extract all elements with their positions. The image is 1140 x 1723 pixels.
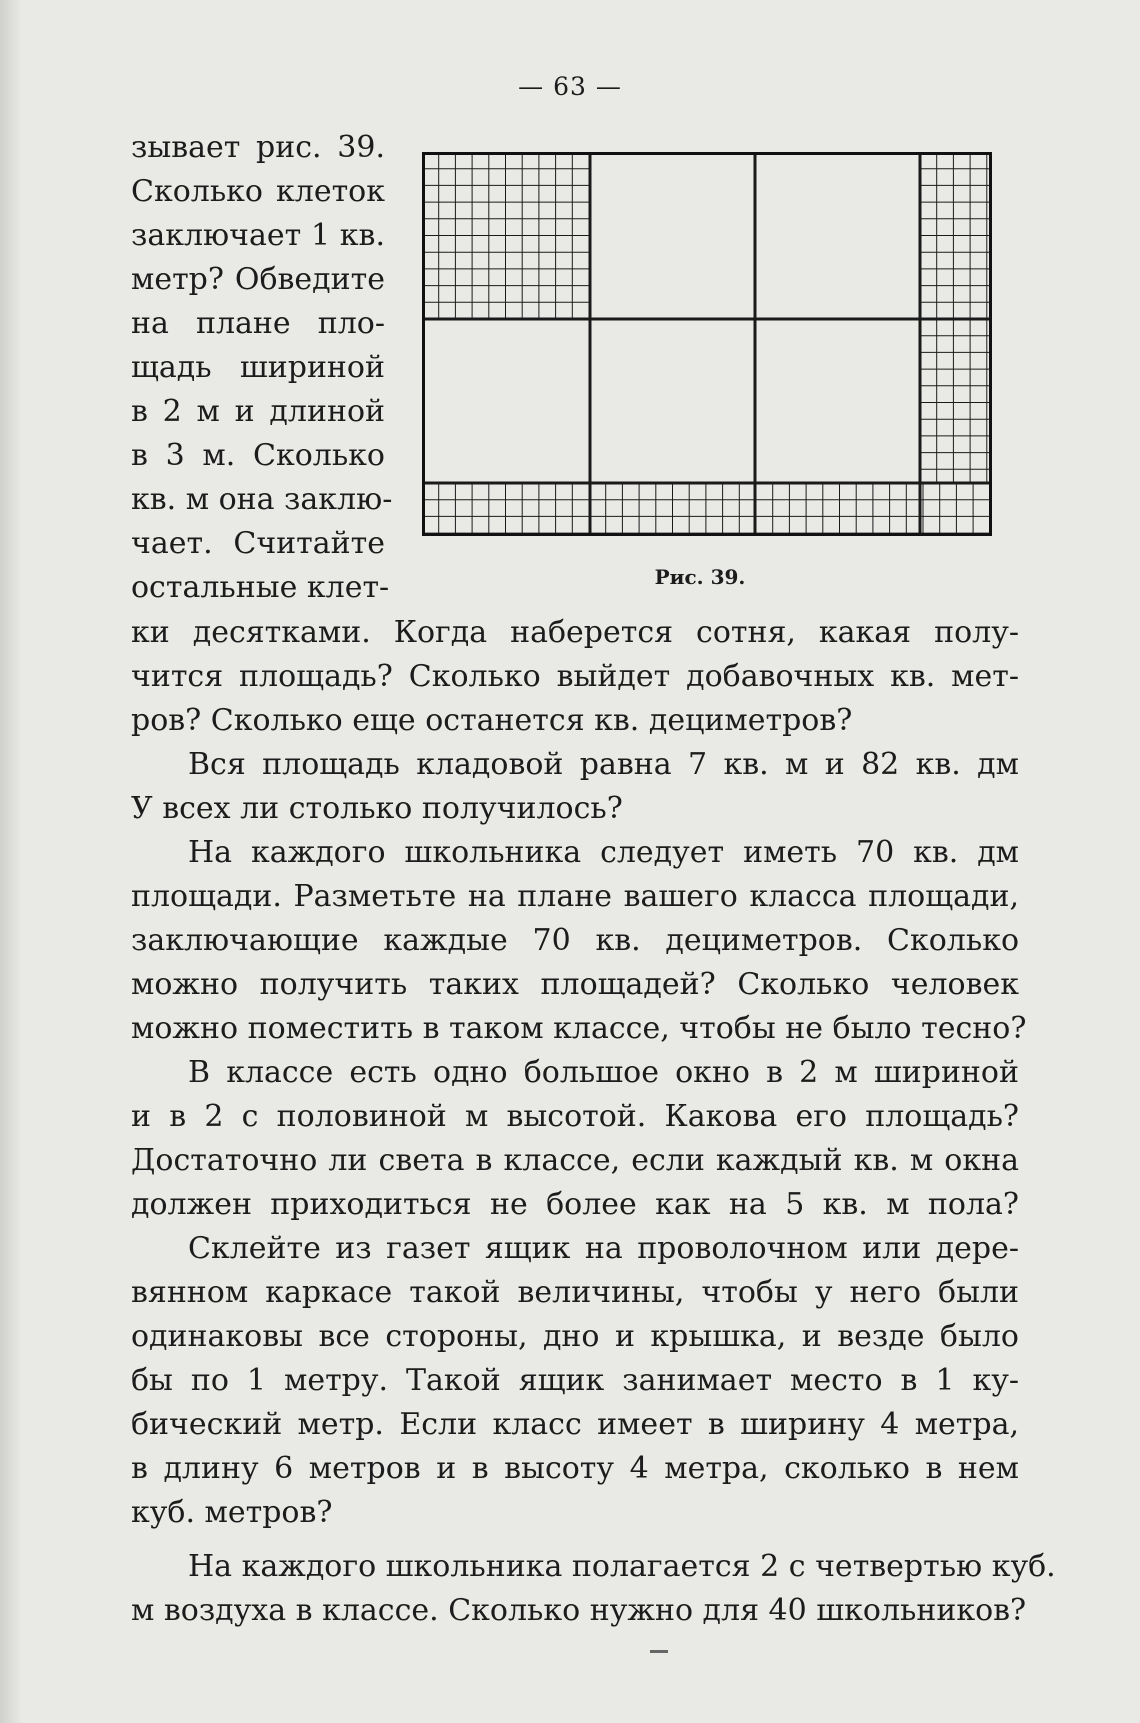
text-line: бический метр. Если класс имеет в ширину 4 метра, — [131, 1407, 1019, 1442]
page-edge — [0, 0, 22, 1723]
text-line: На каждого школьника полагается 2 с четвертью куб. — [188, 1549, 1056, 1584]
text-line: заключающие каждые 70 кв. дециметров. Сколько — [131, 923, 1019, 958]
text-line: метр? Обведите — [131, 262, 385, 297]
text-line: бы по 1 метру. Такой ящик занимает место в 1 ку- — [131, 1363, 1019, 1398]
text-line: м воздуха в классе. Сколько нужно для 40 школьников? — [131, 1593, 1027, 1628]
print-mark — [650, 1650, 668, 1653]
text-line: На каждого школьника следует иметь 70 кв. дм — [188, 835, 1019, 870]
text-line: в длину 6 метров и в высоту 4 метра, сколько в нем — [131, 1451, 1019, 1486]
text-line: заключает 1 кв. — [131, 218, 385, 253]
figure-caption: Рис. 39. — [654, 565, 746, 589]
text-line: кв. м она заклю- — [131, 482, 393, 517]
text-line: можно поместить в таком классе, чтобы не было тесно? — [131, 1011, 1027, 1046]
text-line: площади. Разметьте на плане вашего класса площади, — [131, 879, 1019, 914]
text-line: должен приходиться не более как на 5 кв. м пола? — [131, 1187, 1019, 1222]
text-line: и в 2 с половиной м высотой. Какова его площадь? — [131, 1099, 1019, 1134]
text-line: куб. метров? — [131, 1495, 333, 1530]
text-line: остальные клет- — [131, 570, 390, 605]
page-number: — 63 — — [518, 72, 622, 101]
text-line: вянном каркасе такой величины, чтобы у него были — [131, 1275, 1019, 1310]
text-line: У всех ли столько получилось? — [131, 791, 623, 826]
text-line: одинаковы все стороны, дно и крышка, и везде было — [131, 1319, 1019, 1354]
text-line: ров? Сколько еще останется кв. дециметров? — [131, 703, 853, 738]
text-line: на плане пло- — [131, 306, 385, 341]
text-line: В классе есть одно большое окно в 2 м шириной — [188, 1055, 1019, 1090]
text-line: щадь шириной — [131, 350, 385, 385]
text-line: Сколько клеток — [131, 174, 385, 209]
text-line: чится площадь? Сколько выйдет добавочных кв. мет- — [131, 659, 1019, 694]
text-line: в 2 м и длиной — [131, 394, 385, 429]
text-line: можно получить таких площадей? Сколько человек — [131, 967, 1019, 1002]
text-line: в 3 м. Сколько — [131, 438, 385, 473]
text-line: Вся площадь кладовой равна 7 кв. м и 82 кв. дм — [188, 747, 1019, 782]
text-line: ки десятками. Когда наберется сотня, какая полу- — [131, 615, 1019, 650]
text-line: чает. Считайте — [131, 526, 385, 561]
text-line: Достаточно ли света в классе, если каждый кв. м окна — [131, 1143, 1019, 1178]
text-line: Склейте из газет ящик на проволочном или дере- — [188, 1231, 1019, 1266]
figure-frame — [424, 154, 991, 535]
figure-39-grid — [422, 152, 992, 536]
text-line: зывает рис. 39. — [131, 130, 385, 165]
